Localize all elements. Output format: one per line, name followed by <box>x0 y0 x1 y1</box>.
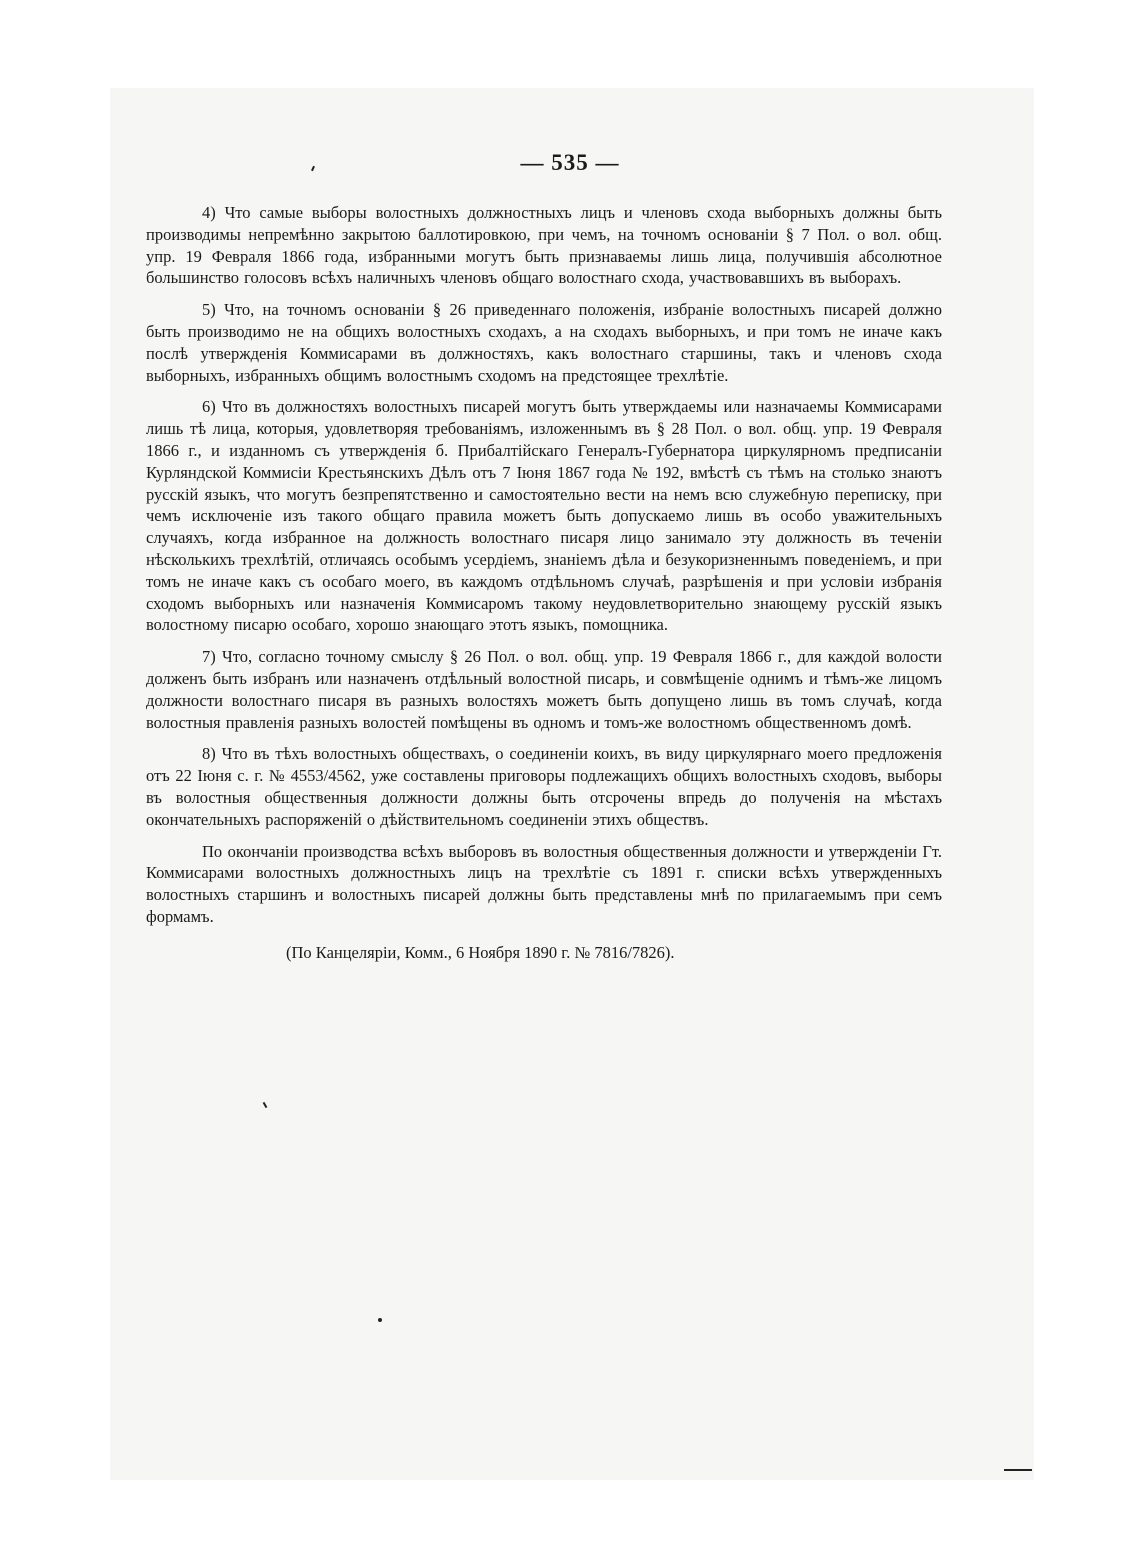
paragraph-closing: По окончаніи производства всѣхъ выборовъ въ волостныя общественныя должности и утвержденіи Гт. Коммисарами волостныхъ должностныхъ лицъ на трехлѣтіе съ 1891 г. списки всѣхъ утвержденныхъ волостныхъ старшинъ и волостныхъ писарей должны быть представлены мнѣ по прилагаемымъ при семъ формамъ. <box>146 841 942 926</box>
paragraph-item-7: 7) Что, согласно точному смыслу § 26 Пол. о вол. общ. упр. 19 Февраля 1866 г., для каждой волости долженъ быть избранъ или назначенъ отдѣльный волостной писарь, и совмѣщеніе однимъ и тѣмъ-же лицомъ должности волостнаго писаря въ разныхъ волостяхъ можетъ быть допущено лишь въ томъ случаѣ, когда волостныя правленія разныхъ волостей помѣщены въ одномъ и томъ-же волостномъ общественномъ домѣ. <box>146 647 942 732</box>
scan-speck <box>1004 1469 1032 1471</box>
page-number: — 535 — <box>520 150 620 175</box>
signature-reference: (По Канцеляріи, Комм., 6 Ноября 1890 г. № 7816/7826). <box>286 942 675 962</box>
scan-speck <box>378 1318 382 1322</box>
paragraph-item-5: 5) Что, на точномъ основаніи § 26 приведеннаго положенія, избраніе волостныхъ писарей должно быть производимо не на общихъ волостныхъ сходахъ, а на сходахъ выборныхъ, и при томъ не иначе какъ послѣ утвержденія Коммисарами въ должностяхъ, какъ волостнаго старшины, такъ и членовъ схода выборныхъ, избранныхъ общимъ волостнымъ сходомъ на предстоящее трехлѣтіе. <box>146 300 942 385</box>
paragraph-item-4: 4) Что самые выборы волостныхъ должностныхъ лицъ и членовъ схода выборныхъ должны быть производимы непремѣнно закрытою баллотировкою, при чемъ, на точномъ основаніи § 7 Пол. о вол. общ. упр. 19 Февраля 1866 года, избранными могутъ быть признаваемы лишь лица, получившія абсолютное большинство голосовъ всѣхъ наличныхъ членовъ общаго волостнаго схода, участвовавшихъ въ выборахъ. <box>146 203 942 288</box>
paragraph-item-8: 8) Что въ тѣхъ волостныхъ обществахъ, о соединеніи коихъ, въ виду циркулярнаго моего предложенія отъ 22 Іюня с. г. № 4553/4562, уже составлены приговоры подлежащихъ общихъ волостныхъ сходовъ, выборы въ волостныя общественныя должности должны быть отсрочены впредь до полученія на мѣстахъ окончательныхъ распоряженій о дѣйствительномъ соединеніи этихъ обществъ. <box>146 744 942 829</box>
paragraph-item-6: 6) Что въ должностяхъ волостныхъ писарей могутъ быть утверждаемы или назначаемы Коммисарами лишь тѣ лица, которыя, удовлетворяя требованіямъ, изложеннымъ въ § 28 Пол. о вол. общ. упр. 19 Февраля 1866 г., и изданномъ съ утвержденія б. Прибалтійскаго Генералъ-Губернатора циркулярномъ предписаніи Курляндской Коммисіи Крестьянскихъ Дѣлъ отъ 7 Іюня 1867 года № 192, вмѣстѣ съ тѣмъ на столько знаютъ русскій языкъ, что могутъ безпрепятственно и самостоятельно вести на немъ всю служебную переписку, при чемъ исключеніе изъ такого общаго правила можетъ быть допускаемо лишь въ особо уважительныхъ случаяхъ, когда избранное на должность волостнаго писаря лицо занимало эту должность въ теченіи нѣсколькихъ трехлѣтій, отличаясь особымъ усердіемъ, знаніемъ дѣла и безукоризненнымъ поведеніемъ, и при томъ не иначе какъ съ особаго моего, въ каждомъ отдѣльномъ случаѣ, разрѣшенія и при условіи избранія сходомъ выборныхъ или назначенія Коммисаромъ такому неудовлетворительно знающему русскій языкъ волостному писарю особаго, хорошо знающаго этотъ языкъ, помощника. <box>146 397 942 635</box>
document-body <box>146 202 942 964</box>
